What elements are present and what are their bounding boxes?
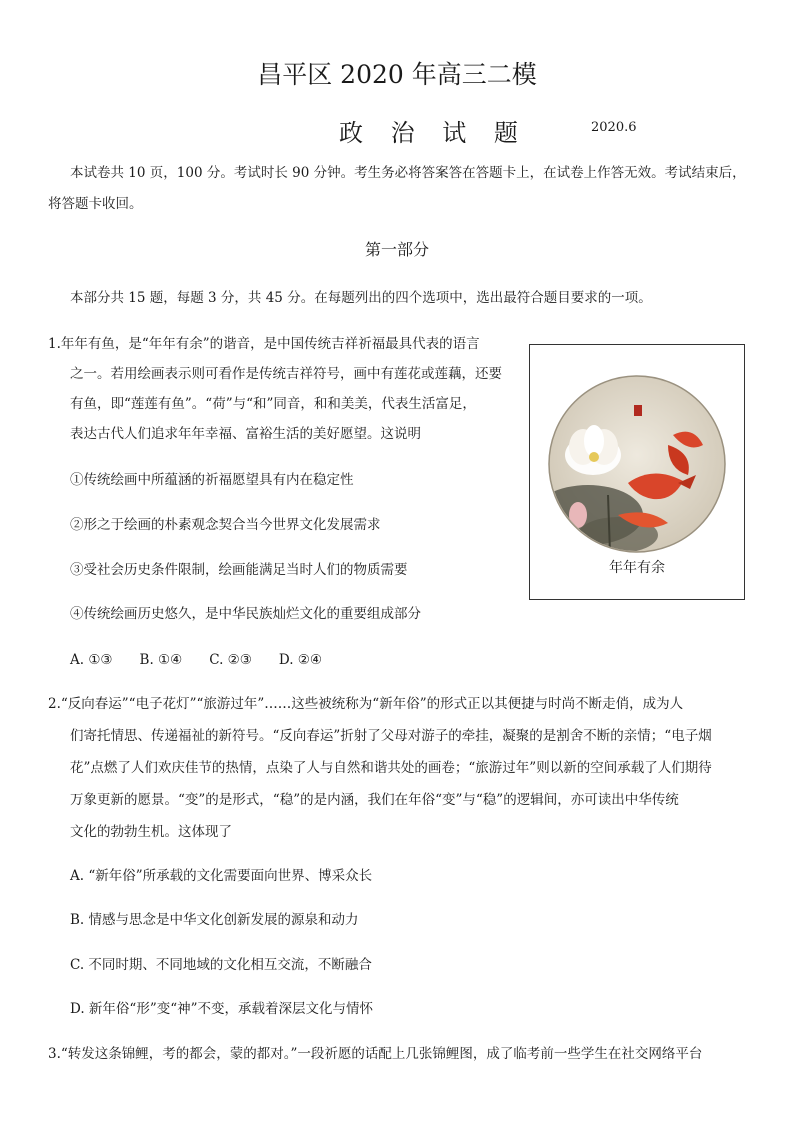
q2-stem-line: 花”点燃了人们欢庆佳节的热情，点染了人与自然和谐共处的画卷；“旅游过年”则以新的空间承载了人们期待: [70, 760, 712, 776]
section-title: 第一部分: [364, 240, 429, 259]
q2-stem-line: 万象更新的愿景。“变”的是形式，“稳”的是内涵，我们在年俗“变”与“稳”的逻辑间，亦可读出中华传统: [70, 792, 679, 808]
q1-item: ①传统绘画中所蕴涵的祈福愿望具有内在稳定性: [70, 472, 354, 488]
q1-stem-line: 表达古代人们追求年年幸福、富裕生活的美好愿望。这说明: [70, 426, 421, 442]
painting-figure: [529, 344, 745, 600]
q1-stem-line: 之一。若用绘画表示则可看作是传统吉祥符号，画中有莲花或莲藕，还要: [70, 366, 502, 382]
q1-stem-line: 1.年年有鱼，是“年年有余”的谐音，是中国传统吉祥祈福最具代表的语言: [48, 336, 480, 352]
q3-stem-line: 3.“转发这条锦鲤，考的都会，蒙的都对。”一段祈愿的话配上几张锦鲤图，成了临考前一些学生在社交网络平台: [48, 1046, 703, 1062]
q1-item: ④传统绘画历史悠久，是中华民族灿烂文化的重要组成部分: [70, 606, 421, 622]
figure-caption: 年年有余: [609, 560, 665, 576]
koi-lotus-painting: [548, 375, 726, 553]
q1-item: ③受社会历史条件限制，绘画能满足当时人们的物质需要: [70, 562, 408, 578]
q2-option-d: D. 新年俗“形”变“神”不变，承载着深层文化与情怀: [70, 1001, 374, 1017]
exam-subject-title: 政 治 试 题: [339, 119, 528, 147]
page-title: 昌平区 2020 年高三二模: [257, 60, 537, 89]
q1-options: A. ①③ B. ①④ C. ②③ D. ②④: [70, 652, 323, 668]
q2-stem-line: 们寄托情思、传递福祉的新符号。“反向春运”折射了父母对游子的牵挂，凝聚的是割舍不断的亲情；“电子烟: [70, 728, 712, 744]
intro-line-1: 本试卷共 10 页，100 分。考试时长 90 分钟。考生务必将答案答在答题卡上，在试卷上作答无效。考试结束后，: [70, 165, 746, 181]
q2-option-b: B. 情感与思念是中华文化创新发展的源泉和动力: [70, 912, 359, 928]
exam-date: 2020.6: [591, 120, 637, 135]
q2-option-a: A. “新年俗”所承载的文化需要面向世界、博采众长: [70, 868, 373, 884]
section-instruction: 本部分共 15 题，每题 3 分，共 45 分。在每题列出的四个选项中，选出最符合题目要求的一项。: [70, 290, 652, 306]
q1-item: ②形之于绘画的朴素观念契合当今世界文化发展需求: [70, 517, 381, 533]
q1-stem-line: 有鱼，即“莲莲有鱼”。“荷”与“和”同音，和和美美，代表生活富足，: [70, 396, 476, 412]
q2-option-c: C. 不同时期、不同地域的文化相互交流，不断融合: [70, 957, 372, 973]
intro-line-2: 将答题卡收回。: [48, 196, 143, 212]
q2-stem-line: 文化的勃勃生机。这体现了: [70, 824, 232, 840]
q2-stem-line: 2.“反向春运”“电子花灯”“旅游过年”……这些被统称为“新年俗”的形式正以其便捷与时尚不断走俏，成为人: [48, 696, 684, 712]
